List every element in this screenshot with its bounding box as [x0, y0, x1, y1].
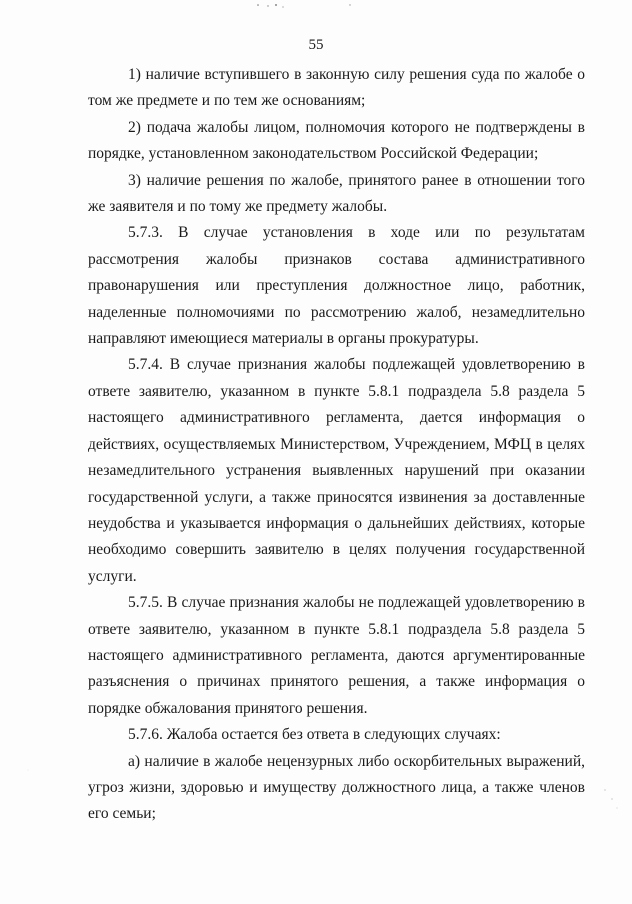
- page-number: 55: [308, 37, 324, 53]
- paragraph: 5.7.6. Жалоба остается без ответа в следующих случаях:: [128, 726, 501, 744]
- paragraph: 5.7.4. В случае признания жалобы подлежащей удовлетворению в ответе заявителю, указанном в пункте 5.8.1 подраздела 5.8 раздела 5 настоящего административного регламента, дается информация о действиях, осуществляемых Министерством, Учреждением, МФЦ в целях незамедлительного устранения выявленных нарушений при оказании государственной услуги, а также приносятся извинения за доставленные неудобства и указывается информация о дальнейших действиях, которые необходимо совершить заявителю в целях получения государственной услуги.: [88, 356, 585, 585]
- paragraph: а) наличие в жалобе нецензурных либо оскорбительных выражений, угроз жизни, здоровью и имуществу должностного лица, а также членов его семьи;: [88, 752, 585, 823]
- paragraph: 5.7.3. В случае установления в ходе или по результатам рассмотрения жалобы признаков состава административного правонарушения или преступления должностное лицо, работник, наделенные полномочиями по рассмотрению жалоб, незамедлительно направляют имеющиеся материалы в органы прокуратуры.: [88, 224, 585, 348]
- document-body: [88, 62, 585, 828]
- paragraph: 3) наличие решения по жалобе, принятого ранее в отношении того же заявителя и по тому же предмету жалобы.: [88, 171, 585, 216]
- paragraph: 2) подача жалобы лицом, полномочия которого не подтверждены в порядке, установленном законодательством Российской Федерации;: [88, 118, 585, 163]
- paragraph: 1) наличие вступившего в законную силу решения суда по жалобе о том же предмете и по тем же основаниям;: [88, 66, 585, 110]
- paragraph: 5.7.5. В случае признания жалобы не подлежащей удовлетворению в ответе заявителю, указанном в пункте 5.8.1 подраздела 5.8 раздела 5 настоящего административного регламента, даются аргументированные разъяснения о причинах принятого решения, а также информация о порядке обжалования принятого решения.: [88, 594, 585, 717]
